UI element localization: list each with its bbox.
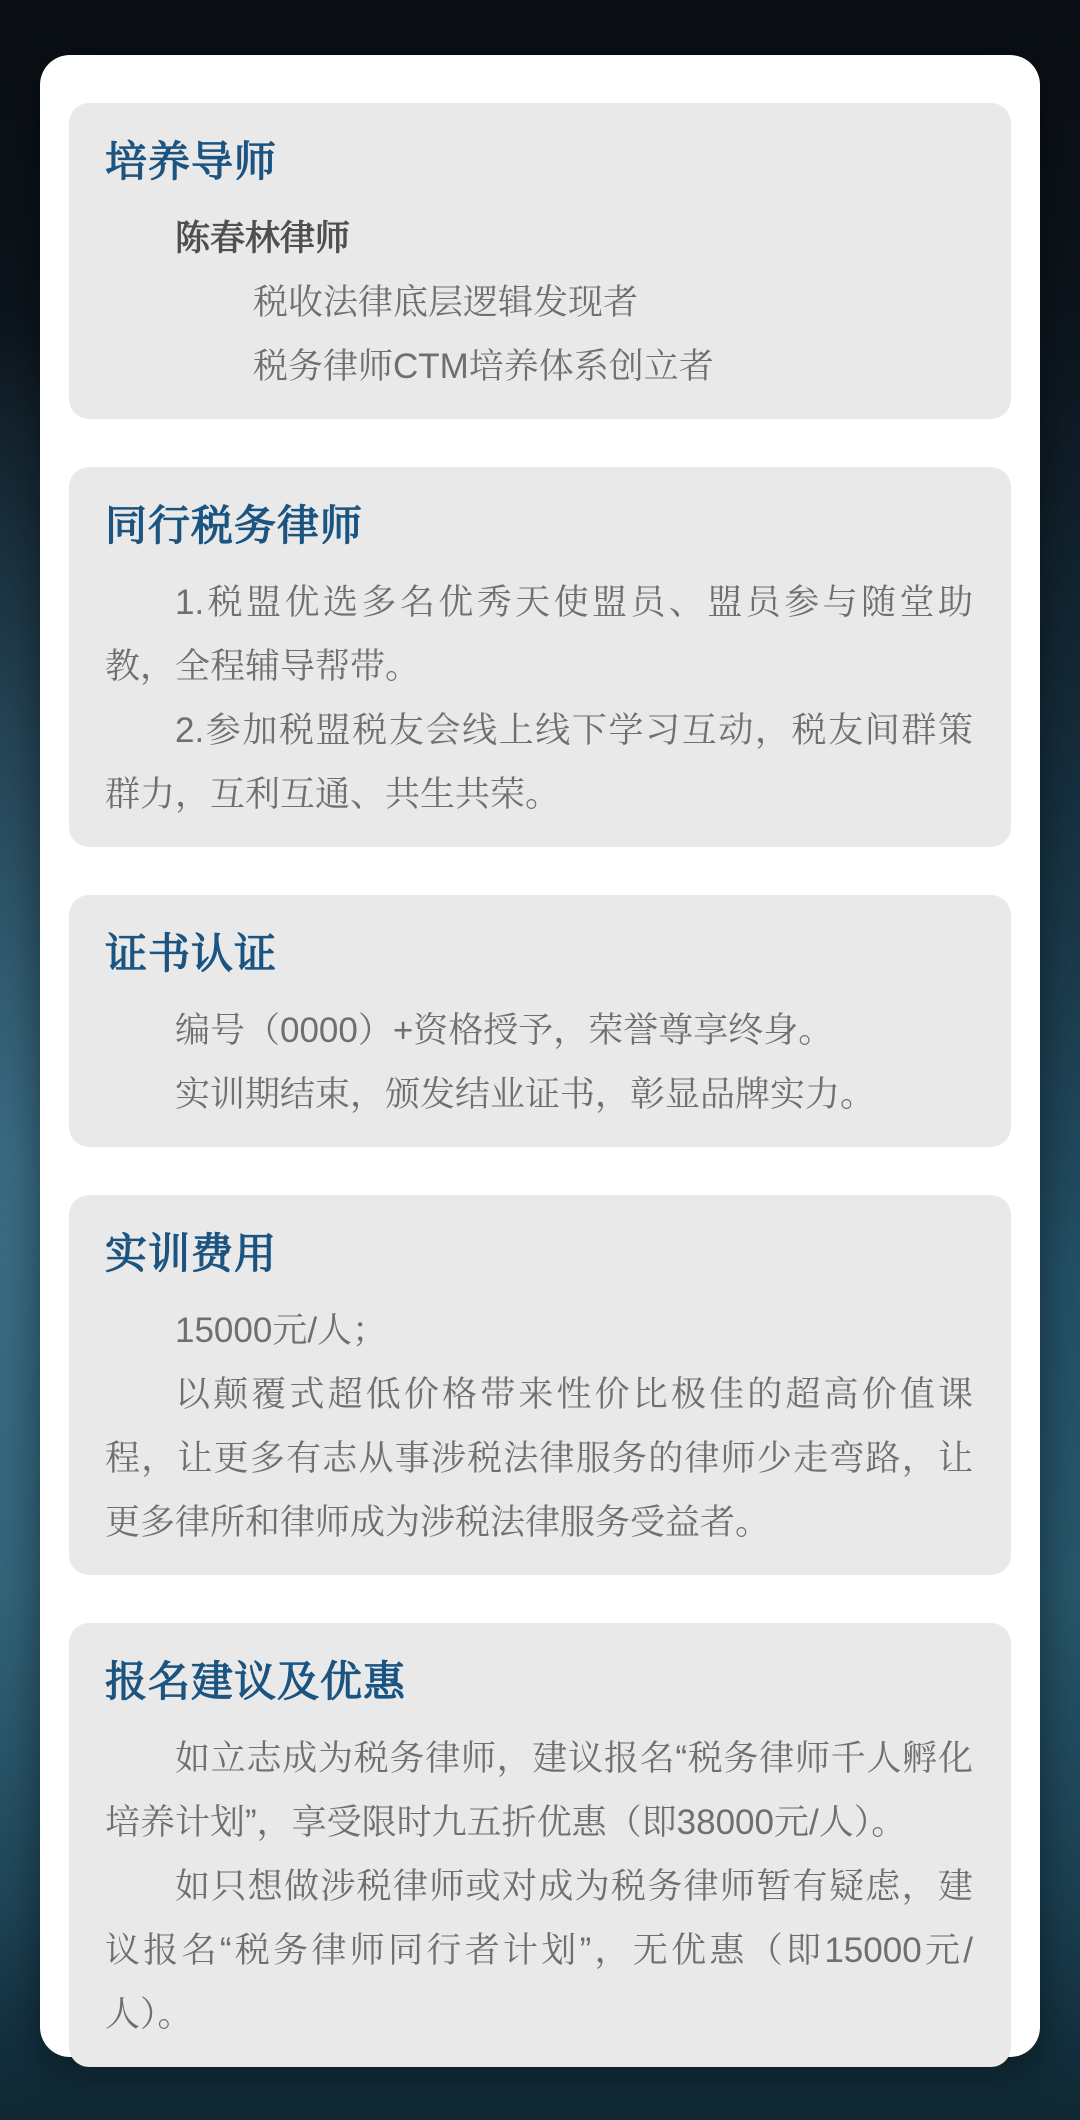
peer-lawyers-paragraph-2: 2.参加税盟税友会线上线下学习互动，税友间群策群力，互利互通、共生共荣。 [105,711,973,814]
content-panel [40,55,1040,2057]
section-mentor-card [69,103,1011,419]
fee-heading: 实训费用 [105,1230,278,1277]
mentor-name: 陈春林律师 [175,219,351,258]
section-certificate-card [69,895,1011,1147]
peer-lawyers-paragraph-1: 1.税盟优选多名优秀天使盟员、盟员参与随堂助教，全程辅导帮带。 [105,583,973,686]
fee-description: 以颠覆式超低价格带来性价比极佳的超高价值课程，让更多有志从事涉税法律服务的律师少走弯路，让更多律所和律师成为涉税法律服务受益者。 [105,1375,973,1542]
certificate-paragraph-1: 编号（0000）+资格授予，荣誉尊享终身。 [175,1011,834,1050]
section-fee-card [69,1195,1011,1575]
section-registration-advice-card [69,1623,1011,2067]
registration-advice-paragraph-2: 如只想做涉税律师或对成为税务律师暂有疑虑，建议报名“税务律师同行者计划”，无优惠（即15000元/人）。 [105,1867,973,2034]
registration-advice-paragraph-1: 如立志成为税务律师，建议报名“税务律师千人孵化培养计划”，享受限时九五折优惠（即38000元/人）。 [105,1739,973,1842]
mentor-section-heading: 培养导师 [105,138,278,185]
mentor-credential-2: 税务律师CTM培养体系创立者 [253,347,714,386]
certificate-heading: 证书认证 [105,930,278,977]
mentor-credential-1: 税收法律底层逻辑发现者 [253,283,639,322]
section-peer-lawyers-card [69,467,1011,847]
fee-amount: 15000元/人； [175,1311,388,1350]
peer-lawyers-heading: 同行税务律师 [105,502,364,549]
certificate-paragraph-2: 实训期结束，颁发结业证书，彰显品牌实力。 [175,1075,876,1114]
registration-advice-heading: 报名建议及优惠 [105,1658,407,1705]
